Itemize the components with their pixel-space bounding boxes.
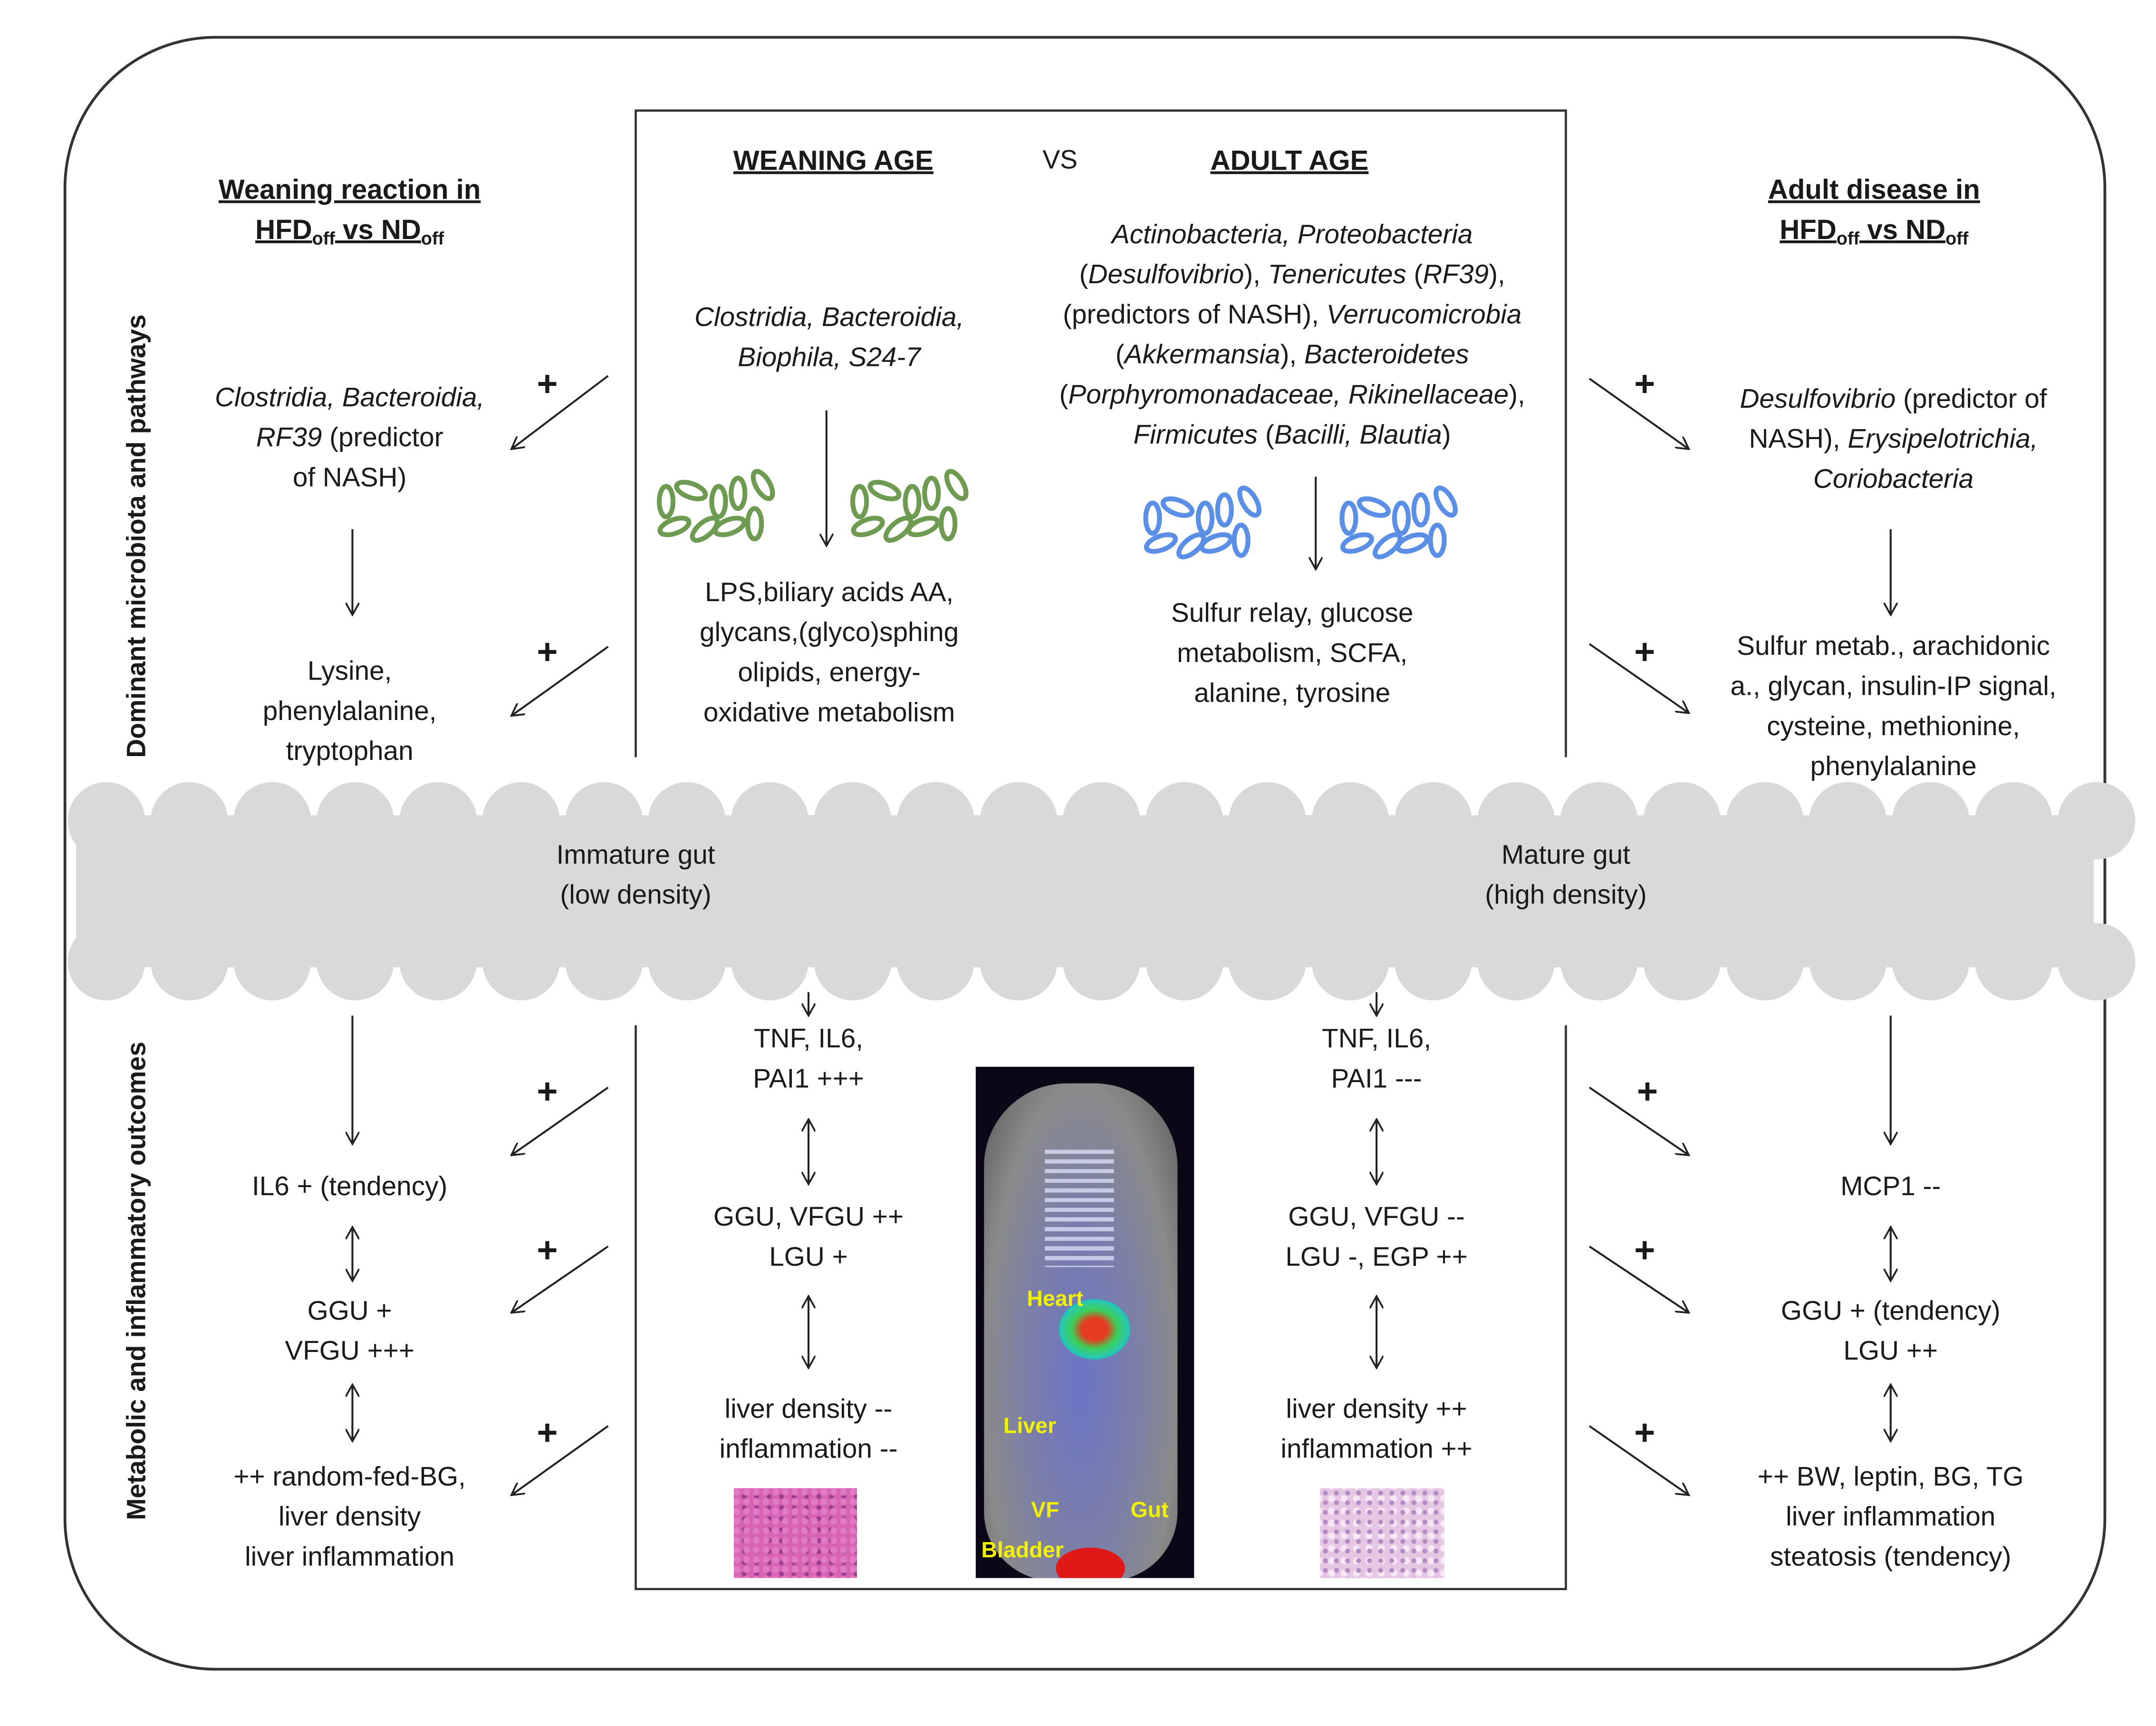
left-pathways-text [263,652,437,772]
side-label-microbiota: Dominant microbiota and pathways [123,314,152,758]
text-line [694,338,964,378]
text-line [1731,708,2057,748]
adult-liver-text [1280,1390,1472,1470]
bacterium-icon [1414,495,1428,525]
gut-fold [814,923,892,1000]
bacterium-icon [659,487,673,517]
gut-fold [2058,923,2136,1000]
text-line [1758,1538,2024,1578]
gut-fold [1311,923,1389,1000]
side-label-outcomes: Metabolic and inflammatory outcomes [123,1041,152,1520]
text-segment: steatosis (tendency) [1770,1542,2012,1573]
adult-age-header: ADULT AGE [1210,146,1369,177]
gut-fold [2058,782,2136,860]
text-segment: Firmicutes [1133,420,1258,451]
text-segment: ++ BW, leptin, BG, TG [1757,1462,2024,1493]
left-il6-text [252,1168,447,1208]
gut-fold [1643,923,1721,1000]
right-ggu-text [1781,1292,2001,1372]
text-line [700,574,959,614]
text-segment: glycans,(glyco)sphing [700,617,959,648]
text-segment: Coriobacteria [1813,464,1974,495]
immature-gut-line1: Immature gut [556,840,715,871]
text-segment: LGU + [769,1242,848,1273]
text-segment: RF39 [1423,259,1489,290]
text-line [720,1390,898,1430]
text-segment: a., glycan, insulin-IP signal, [1730,671,2057,702]
histology-weaning [734,1488,857,1578]
gut-fold [1892,782,1970,860]
bacterium-icon [1144,531,1177,555]
text-line [1059,376,1525,416]
gut-fold [233,782,311,860]
text-segment: TNF, IL6, [753,1024,864,1055]
text-segment: liver density [278,1502,421,1533]
text-line [215,459,484,499]
gut-fold [1229,782,1306,860]
text-segment: PAI1 --- [1331,1064,1422,1094]
text-line [1059,336,1525,376]
text-segment: Desulfovibrio [1740,384,1896,415]
bacterium-icon [868,479,901,502]
left-header-vs: vs ND [335,215,421,246]
gut-fold [399,923,477,1000]
text-segment: liver density -- [724,1394,893,1425]
text-segment: oxidative metabolism [703,698,955,729]
weaning-microbiota-text [694,298,964,379]
bacterium-icon [1395,503,1408,533]
plus-sign: + [1634,1411,1656,1453]
text-segment: GGU + [307,1296,392,1327]
text-segment: Sulfur metab., arachidonic [1737,631,2050,662]
gut-fold [317,923,394,1000]
text-segment: ), [1489,259,1505,290]
right-pathways-text [1731,627,2057,787]
weaning-cytokines-text [753,1020,864,1100]
gut-fold [565,923,643,1000]
text-segment: ( [1406,259,1423,290]
bacterium-icon [674,479,708,502]
gut-fold [151,923,228,1000]
text-line [215,379,484,419]
sub: off [1945,228,1969,249]
text-segment: phenylalanine, [262,696,437,727]
bacterium-icon [905,487,919,517]
text-segment: Actinobacteria, Proteobacteria [1111,220,1473,250]
bacterium-icon [1340,531,1374,555]
gut-fold [1809,782,1886,860]
plus-sign: + [1634,363,1656,404]
bacterium-icon [851,515,885,538]
text-line [285,1292,414,1332]
bacterium-icon [853,487,866,517]
text-line [1322,1060,1431,1100]
text-line [1171,674,1414,714]
right-header-vs: vs ND [1859,215,1946,246]
text-line [1740,460,2047,500]
gut-fold [1975,782,2052,860]
text-line [233,1458,465,1498]
text-segment: TNF, IL6, [1322,1024,1432,1055]
gut-fold [1560,923,1638,1000]
gut-fold [648,923,726,1000]
left-liver-text [233,1458,465,1578]
text-segment: ++ random-fed-BG, [233,1462,466,1493]
plus-sign: + [537,363,558,404]
gut-fold [67,782,145,860]
plus-sign: + [1634,631,1656,672]
pet-label-vf: VF [1031,1499,1059,1523]
mature-gut-line1: Mature gut [1501,840,1630,871]
plus-sign: + [537,1411,558,1453]
text-line [1758,1498,2024,1538]
text-segment: ( [1115,340,1125,371]
text-line [1731,627,2057,667]
left-microbiota-text [215,379,484,499]
adult-bacteria-cluster [1144,485,1263,561]
pet-label-liver: Liver [1003,1415,1057,1438]
text-line [263,692,437,732]
bacterium-icon [1198,503,1212,533]
text-segment: ), [1280,340,1304,371]
text-segment: PAI1 +++ [753,1064,864,1094]
text-line [1840,1168,1941,1208]
weaning-liver-text [720,1390,898,1470]
bacterium-icon [1432,485,1459,518]
text-line [1059,256,1525,296]
text-segment: Erysipelotrichia, [1848,424,2038,455]
right-header [1768,172,1980,259]
text-line [263,652,437,692]
text-line [263,732,437,772]
mature-gut-line2: (high density) [1485,880,1647,911]
text-segment: Sulfur relay, glucose [1171,598,1414,629]
gut-fold [980,782,1058,860]
plus-sign: + [1634,1229,1656,1271]
text-segment: cysteine, methionine, [1767,711,2020,742]
text-line [1171,594,1414,634]
adult-uptake-text [1285,1198,1467,1278]
plus-sign: + [537,1070,558,1112]
text-segment: Akkermansia [1124,340,1280,371]
gut-fold [399,782,477,860]
gut-fold [233,923,311,1000]
text-line [700,614,959,653]
gut-fold [1726,782,1804,860]
gut-fold [67,923,145,1000]
text-line [215,419,484,459]
diagonal-arrow [511,1247,608,1313]
text-line [720,1430,898,1470]
text-line [1322,1020,1431,1060]
gut-fold [482,923,560,1000]
text-line [1280,1390,1472,1430]
weaning-uptake-text [713,1198,904,1278]
text-segment: liver density ++ [1286,1394,1467,1425]
text-segment: tryptophan [286,736,414,767]
text-line [713,1198,904,1238]
gut-fold [731,782,808,860]
text-segment: LGU -, EGP ++ [1285,1242,1468,1273]
gut-fold [482,782,560,860]
text-segment: alanine, tyrosine [1194,678,1391,709]
bacterium-icon [1218,495,1232,525]
text-line [1059,416,1525,456]
pet-label-bladder: Bladder [981,1539,1064,1563]
text-segment: ), [1244,259,1268,290]
text-segment: VFGU +++ [285,1336,414,1367]
bacterium-icon [941,508,955,539]
gut-fold [897,923,974,1000]
gut-fold [1063,923,1140,1000]
text-segment: Desulfovibrio [1088,259,1244,290]
mature-gut-label [1485,836,1646,916]
gut-fold [980,923,1058,1000]
left-header-line1: Weaning reaction in [218,175,481,206]
bacterium-icon [1236,485,1263,518]
text-line [753,1020,864,1060]
text-segment: ), [1509,380,1525,411]
text-segment: LPS,biliary acids AA, [705,577,954,608]
diagonal-arrow [511,376,608,449]
bacterium-icon [712,487,725,517]
text-line [1781,1292,2001,1332]
vs-label: VS [1042,146,1078,176]
adult-cytokines-text [1322,1020,1431,1100]
bacterium-icon [1161,496,1194,519]
pet-label-gut: Gut [1130,1499,1169,1523]
text-segment: (predictors of NASH), [1063,299,1327,330]
plus-sign: + [1636,1070,1658,1112]
right-outcomes-text [1758,1458,2024,1578]
adult-microbiota-text [1059,216,1525,456]
text-segment: (predictor [322,422,443,453]
text-segment: Biophila, S24-7 [738,343,921,374]
text-segment: phenylalanine [1810,751,1977,782]
text-segment: inflammation -- [719,1434,898,1465]
text-segment: olipids, energy- [738,658,921,689]
text-line [1285,1198,1467,1238]
left-header [219,172,481,259]
gut-wall-band [76,815,2094,968]
text-segment: NASH), [1749,424,1848,455]
text-segment: ( [1258,420,1274,451]
right-header-line1: Adult disease in [1768,175,1980,206]
text-segment: of NASH) [292,463,407,494]
bacterium-icon [924,478,938,508]
text-segment: Verrucomicrobia [1326,299,1522,330]
text-line [1781,1332,2001,1372]
text-line [1059,216,1525,256]
text-segment: GGU + (tendency) [1781,1296,2001,1327]
text-line [753,1060,864,1100]
text-line [700,694,959,734]
gut-fold [1892,923,1970,1000]
gut-fold [897,782,974,860]
adult-pathways-text [1171,594,1414,714]
text-line [252,1168,447,1208]
text-line [1285,1238,1467,1278]
text-segment: liver inflammation [245,1542,455,1573]
text-line [1280,1430,1472,1470]
adult-bacteria-cluster [1340,485,1459,561]
bacterium-icon [658,515,691,538]
text-line [1758,1458,2024,1498]
plus-sign: + [537,1229,558,1271]
text-segment: Tenericutes [1268,259,1406,290]
text-line [1740,420,2047,460]
sub: off [1836,228,1860,249]
text-segment: Bacilli, Blautia [1274,420,1442,451]
text-segment: Bacteroidetes [1304,340,1469,371]
bacterium-icon [749,469,776,502]
gut-fold [1975,923,2052,1000]
gut-fold [731,923,808,1000]
text-line [1740,380,2047,420]
immature-gut-label [557,836,715,916]
text-segment: inflammation ++ [1280,1434,1473,1465]
text-segment: LGU ++ [1843,1336,1938,1367]
left-header-hfd: HFD [255,215,312,246]
gut-fold [317,782,394,860]
sub: off [421,228,444,249]
text-line [700,653,959,693]
immature-gut-line2: (low density) [560,880,712,911]
text-segment: Clostridia, Bacteroidia, [694,302,964,333]
bacterium-icon [1234,525,1248,556]
text-line [1171,634,1414,674]
text-line [713,1238,904,1278]
histology-adult [1320,1488,1444,1578]
text-segment: ( [1079,259,1088,290]
sub: off [312,228,335,249]
text-segment: Clostridia, Bacteroidia, [215,383,485,413]
text-line [1731,748,2057,787]
text-line [1059,296,1525,336]
pet-label-heart: Heart [1027,1287,1084,1312]
gut-fold [1145,923,1223,1000]
gut-fold [1063,782,1140,860]
gut-fold [1726,923,1804,1000]
text-line [694,298,964,338]
diagonal-arrow [511,1426,608,1495]
text-line [285,1332,414,1372]
gut-fold [1395,923,1472,1000]
text-segment: ( [1059,380,1068,411]
bacterium-icon [1145,503,1159,533]
text-segment: IL6 + (tendency) [251,1171,448,1202]
weaning-bacteria-cluster [851,469,970,545]
text-segment: Porphyromonadaceae, Rikinellaceae [1068,380,1509,411]
text-segment: GGU, VFGU -- [1288,1202,1465,1233]
right-microbiota-text [1740,380,2047,500]
text-line [233,1498,465,1538]
text-segment: (predictor of [1896,384,2047,415]
weaning-age-header: WEANING AGE [733,146,934,177]
gut-fold [1311,782,1389,860]
text-segment: GGU, VFGU ++ [713,1202,904,1233]
gut-fold [1643,782,1721,860]
plus-sign: + [537,631,558,672]
bacterium-icon [1357,496,1390,519]
gut-fold [1395,782,1472,860]
text-line [233,1538,465,1578]
gut-fold [814,782,892,860]
text-line [1731,667,2057,707]
gut-fold [1477,923,1555,1000]
text-segment: liver inflammation [1786,1502,1996,1533]
weaning-pathways-text [700,574,959,734]
bacterium-icon [748,508,761,539]
bacterium-icon [731,478,745,508]
text-segment: RF39 [256,422,322,453]
gut-fold [151,782,228,860]
text-segment: Lysine, [307,656,392,687]
bacterium-icon [1342,503,1356,533]
text-segment: MCP1 -- [1840,1171,1941,1202]
bacterium-icon [1430,525,1444,556]
diagonal-arrow [511,1087,608,1155]
text-segment: ) [1442,420,1451,451]
bacterium-icon [943,469,970,502]
right-header-hfd: HFD [1780,215,1837,246]
gut-fold [1229,923,1306,1000]
weaning-bacteria-cluster [658,469,777,545]
pet-ct-mouse-image [976,1067,1194,1578]
gut-fold [1145,782,1223,860]
gut-fold [1809,923,1886,1000]
diagonal-arrow [511,647,608,716]
left-ggu-text [285,1292,414,1372]
text-segment: metabolism, SCFA, [1177,638,1408,669]
right-mcp1-text [1840,1168,1941,1208]
